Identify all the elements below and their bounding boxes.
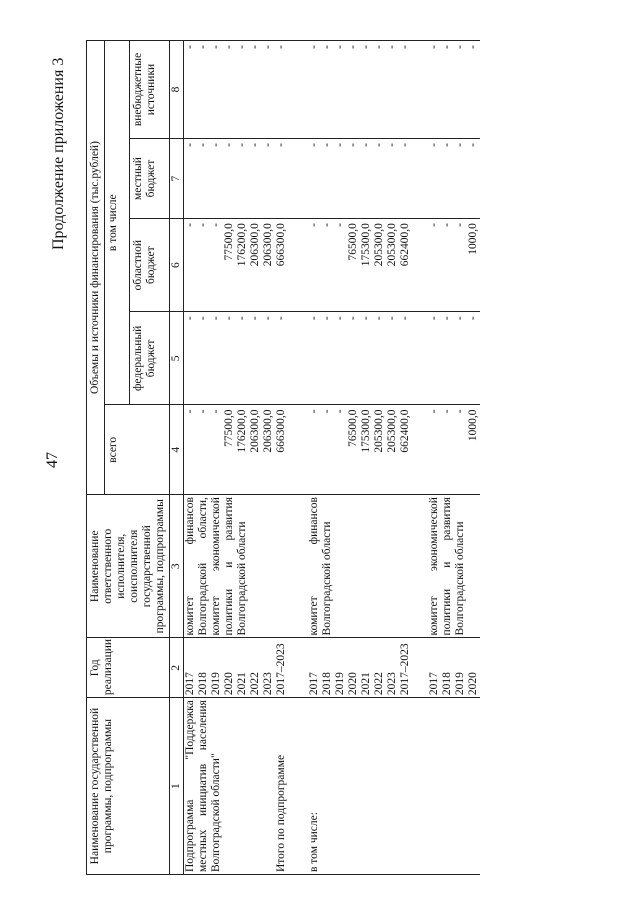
program-name xyxy=(412,698,480,875)
local-values: - xyxy=(275,139,288,219)
regional-values: - - - 1000,0 xyxy=(412,219,480,312)
appendix-label: Продолжение приложения 3 xyxy=(50,57,67,250)
table-row xyxy=(275,41,288,875)
federal-values: - - - - - - - - xyxy=(288,312,412,405)
extrabudget-values: - - - - xyxy=(412,41,480,139)
local-values: - - - - - - - - xyxy=(288,139,412,219)
funding-table xyxy=(86,40,480,875)
program-name: Подпрограмма "Поддержка местных инициатив населения Волгоградской области" xyxy=(184,698,276,875)
table-row xyxy=(184,41,276,875)
page-number: 47 xyxy=(44,452,61,468)
header-year: Год реализации xyxy=(87,638,170,698)
regional-values: 666300,0 xyxy=(275,219,288,312)
total-values: - - - 77500,0 176200,0 206300,0 206300,0 xyxy=(184,405,276,495)
total-values: - - - 1000,0 xyxy=(412,405,480,495)
header-including: в том числе xyxy=(105,41,130,405)
col-number: 3 xyxy=(170,495,184,638)
header-program: Наименование государственной программы, подпрограммы xyxy=(87,698,170,875)
col-number: 4 xyxy=(170,405,184,495)
header-executor: Наименование ответственного исполнителя, соисполнителя государственной программы, подпрограммы xyxy=(87,495,170,638)
header-regional: областной бюджет xyxy=(130,219,170,312)
col-number: 5 xyxy=(170,312,184,405)
federal-values: - - - - xyxy=(412,312,480,405)
federal-values: - xyxy=(275,312,288,405)
header-total: всего xyxy=(105,405,170,495)
table-row xyxy=(412,41,480,875)
header-federal: федеральный бюджет xyxy=(130,312,170,405)
program-name: в том числе: xyxy=(288,698,412,875)
executor-name: комитет финансов Волгоградской области, комитет экономической политики и развития Волгоградской области xyxy=(184,495,276,638)
executor-name: комитет финансов Волгоградской области xyxy=(288,495,412,638)
local-values: - - - - xyxy=(412,139,480,219)
year-list: 2017–2023 xyxy=(275,638,288,698)
col-number: 6 xyxy=(170,219,184,312)
regional-values: - - - 76500,0 175300,0 205300,0 205300,0 662400,0 xyxy=(288,219,412,312)
total-values: 666300,0 xyxy=(275,405,288,495)
regional-values: - - - 77500,0 176200,0 206300,0 206300,0 xyxy=(184,219,276,312)
header-funding: Объемы и источники финансирования (тыс.рублей) xyxy=(87,41,105,495)
col-number: 8 xyxy=(170,41,184,139)
header-local: местный бюджет xyxy=(130,139,170,219)
year-list: 2017 2018 2019 2020 xyxy=(412,638,480,698)
col-number: 2 xyxy=(170,638,184,698)
extrabudget-values: - xyxy=(275,41,288,139)
executor-name xyxy=(275,495,288,638)
header-extrabudget: внебюджетные источники xyxy=(130,41,170,139)
col-number: 7 xyxy=(170,139,184,219)
total-values: - - - 76500,0 175300,0 205300,0 205300,0 662400,0 xyxy=(288,405,412,495)
year-list: 2017 2018 2019 2020 2021 2022 2023 xyxy=(184,638,276,698)
extrabudget-values: - - - - - - - xyxy=(184,41,276,139)
local-values: - - - - - - - xyxy=(184,139,276,219)
executor-name: комитет экономической политики и развития Волгоградской области xyxy=(412,495,480,638)
extrabudget-values: - - - - - - - - xyxy=(288,41,412,139)
program-name: Итого по подпрограмме xyxy=(275,698,288,875)
table-row xyxy=(288,41,412,875)
federal-values: - - - - - - - xyxy=(184,312,276,405)
col-number: 1 xyxy=(170,698,184,875)
year-list: 2017 2018 2019 2020 2021 2022 2023 2017–2023 xyxy=(288,638,412,698)
